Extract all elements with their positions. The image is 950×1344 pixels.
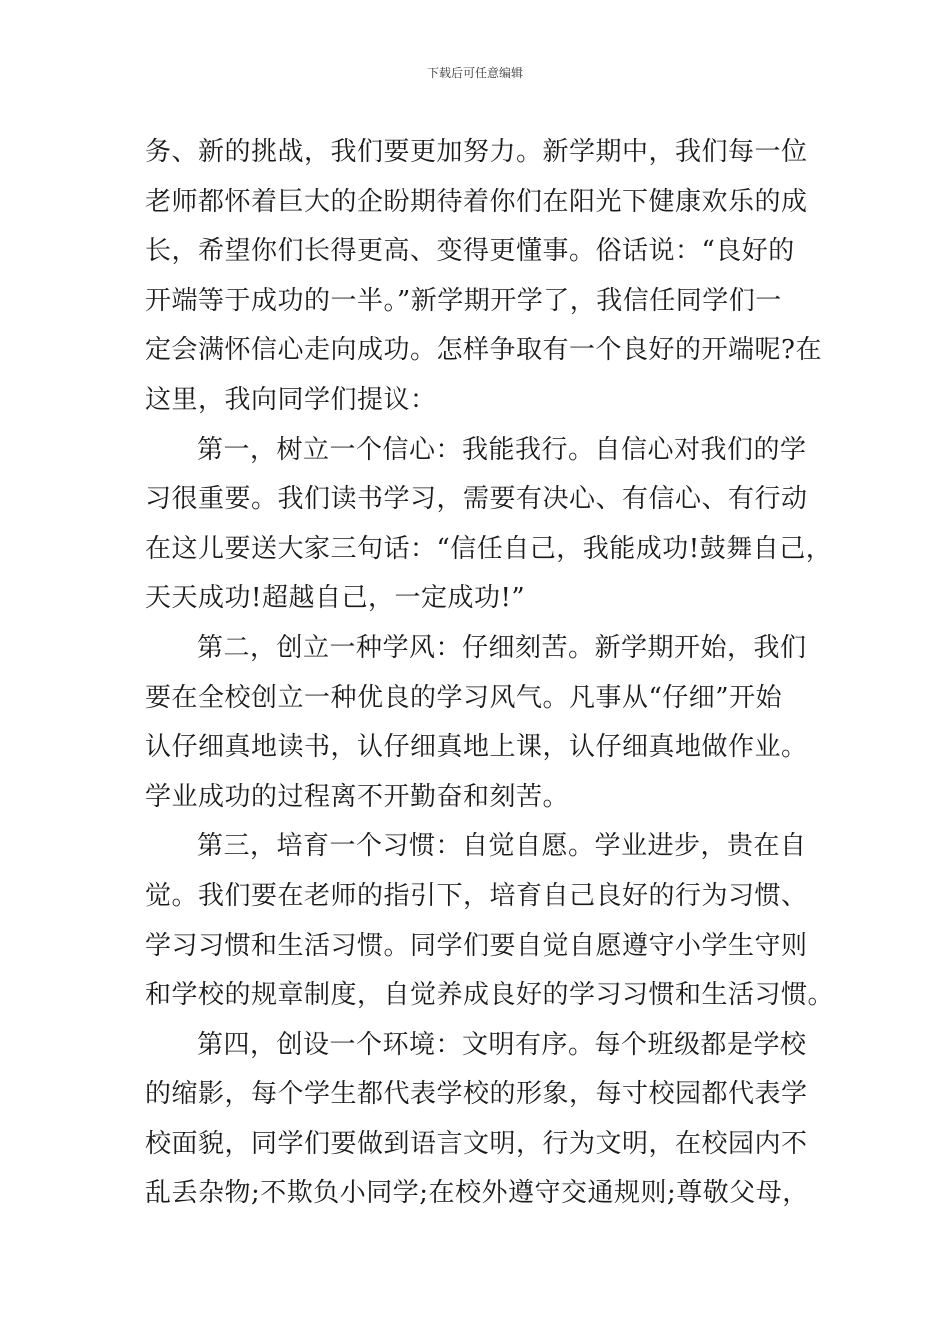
paragraph-first-line: 第一，树立一个信心：我能我行。自信心对我们的学 — [197, 434, 807, 465]
text-line: 学业成功的过程离不开勤奋和刻苦。 — [145, 781, 570, 812]
text-line: 校面貌，同学们要做到语言文明，行为文明，在校园内不 — [145, 1128, 808, 1159]
text-line: 的缩影，每个学生都代表学校的形象，每寸校园都代表学 — [145, 1079, 808, 1110]
text-line: 学习习惯和生活习惯。同学们要自觉自愿遵守小学生守则 — [145, 930, 808, 961]
text-line: 定会满怀信心走向成功。怎样争取有一个良好的开端呢?在 — [145, 335, 822, 366]
body-text — [145, 128, 835, 1219]
text-line: 习很重要。我们读书学习，需要有决心、有信心、有行动 — [145, 484, 808, 515]
text-line: 乱丢杂物;不欺负小同学;在校外遵守交通规则;尊敬父母， — [145, 1178, 809, 1209]
text-line: 和学校的规章制度，自觉养成良好的学习习惯和生活习惯。 — [145, 980, 835, 1011]
text-line: 认仔细真地读书，认仔细真地上课，认仔细真地做作业。 — [145, 732, 808, 763]
text-line: 这里，我向同学们提议： — [145, 384, 437, 415]
text-line: 开端等于成功的一半。”新学期开学了，我信任同学们一 — [145, 285, 782, 316]
text-line: 在这儿要送大家三句话：“信任自己，我能成功!鼓舞自己， — [145, 533, 833, 564]
paragraph-first-line: 第四，创设一个环境：文明有序。每个班级都是学校 — [197, 1029, 807, 1060]
header-note: 下载后可任意编辑 — [426, 66, 523, 80]
text-line: 长，希望你们长得更高、变得更懂事。俗话说：“良好的 — [145, 236, 795, 267]
text-line: 务、新的挑战，我们要更加努力。新学期中，我们每一位 — [145, 137, 808, 167]
paragraph-first-line: 第三，培育一个习惯：自觉自愿。学业进步，贵在自 — [197, 831, 807, 862]
paragraph-first-line: 第二，创立一种学风：仔细刻苦。新学期开始，我们 — [197, 632, 807, 663]
text-line: 天天成功!超越自己，一定成功!” — [145, 583, 526, 614]
text-line: 要在全校创立一种优良的学习风气。凡事从“仔细”开始 — [145, 682, 783, 713]
text-line: 老师都怀着巨大的企盼期待着你们在阳光下健康欢乐的成 — [145, 186, 808, 217]
text-line: 觉。我们要在老师的指引下，培育自己良好的行为习惯、 — [145, 880, 808, 911]
